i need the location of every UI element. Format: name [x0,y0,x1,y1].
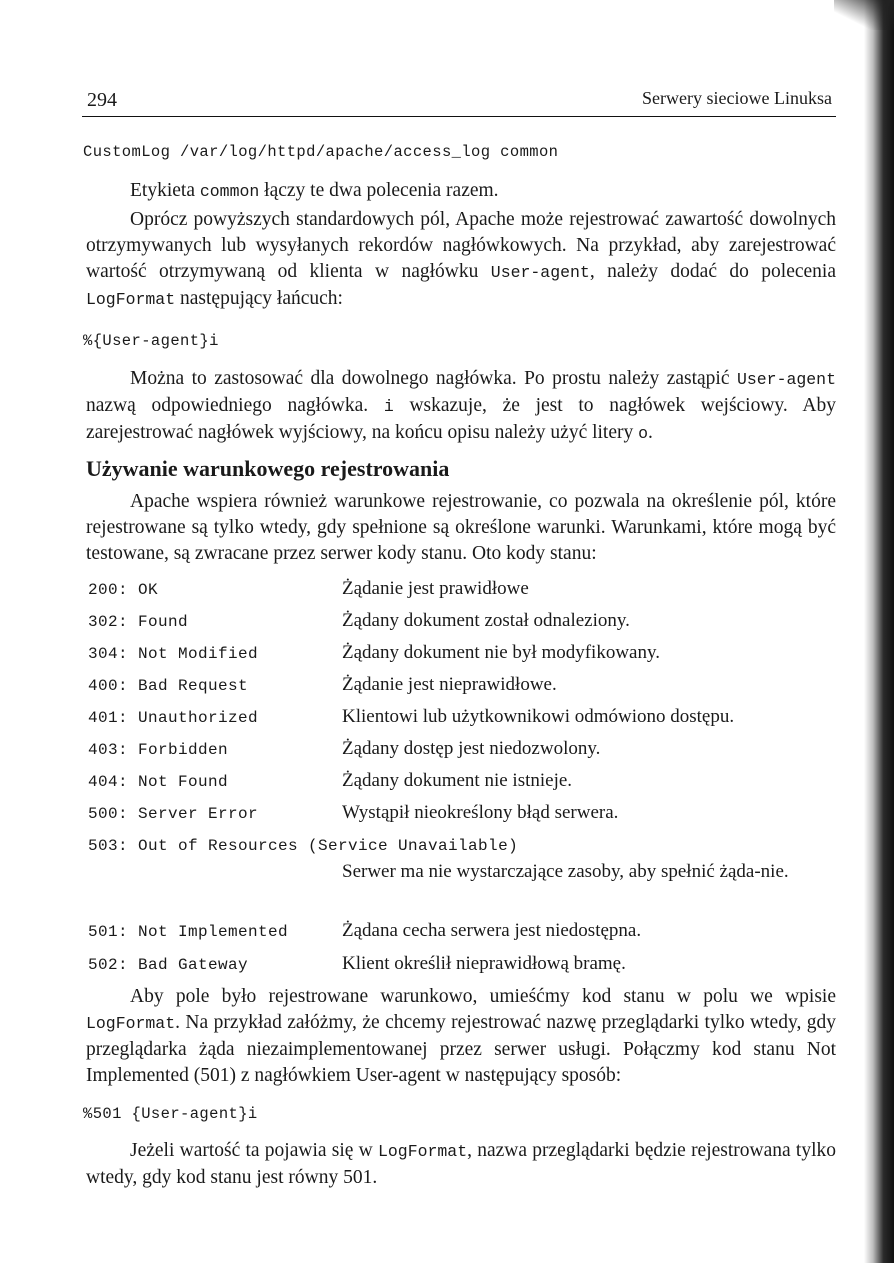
status-code: 501: Not Implemented [88,923,289,941]
status-code: 403: Forbidden [88,741,229,759]
paragraph-any-header [86,366,836,447]
inline-code: LogFormat [86,290,176,309]
status-code: 304: Not Modified [88,645,259,663]
text-span: Etykieta [130,180,200,201]
status-code: 404: Not Found [88,773,229,791]
inline-code: common [199,182,260,201]
status-code: 302: Found [88,613,189,631]
inline-code: LogFormat [86,1014,176,1033]
inline-code: LogFormat [378,1142,468,1161]
status-row [88,706,848,736]
status-description: Żądany dokument nie istnieje. [342,770,573,791]
status-code: 500: Server Error [88,805,259,823]
text-span: Jeżeli wartość ta pojawia się w [130,1140,378,1161]
text-span: , należy dodać do polecenia [589,261,836,282]
text-span: nazwą odpowiedniego nagłówka. [86,395,384,416]
text-span: wskazuje, że jest to nagłówek wejściowy. Aby zarejestrować nagłówek wyjściowy, na końcu opisu należy użyć litery [86,395,837,443]
running-title: Serwery sieciowe Linuksa [642,88,832,108]
status-description: Żądany dokument został odnaleziony. [342,610,630,631]
scan-corner-shadow [834,0,894,30]
status-description: Żądanie jest prawidłowe [342,578,529,599]
code-useragent: %{User-agent}i [83,332,219,350]
section-heading: Używanie warunkowego rejestrowania [86,456,450,481]
inline-code: o [638,424,649,443]
status-description: Żądany dokument nie był modyfikowany. [342,642,661,663]
header-rule [82,116,836,117]
text-span: następujący łańcuch: [175,288,343,309]
status-row [88,738,848,768]
status-row [88,920,848,950]
status-code: 502: Bad Gateway [88,956,249,974]
paragraph-conditional-example [86,984,836,1089]
paragraph-final [86,1138,836,1191]
paragraph-custom-headers [86,207,836,313]
page-number: 294 [87,89,117,111]
status-row [88,610,848,640]
status-description: Klientowi lub użytkownikowi odmówiono dostępu. [342,706,735,727]
code-customlog: CustomLog /var/log/httpd/apache/access_log common [83,143,559,161]
status-description: Żądany dostęp jest niedozwolony. [342,738,601,759]
status-description: Wystąpił nieokreślony błąd serwera. [342,802,619,823]
text-span: . [648,422,653,443]
inline-code: User-agent [736,370,836,389]
paragraph-common-label [86,178,836,205]
status-row [88,770,848,800]
code-501-useragent: %501 {User-agent}i [83,1105,258,1123]
text-span: . Na przykład załóżmy, że chcemy rejestrować nazwę przeglądarki tylko wtedy, gdy przeglądarka żąda niezaimplementowanej przez serwer usługi. Połączmy kod stanu Not Implemented (501) z nagłówkiem User-agent w następujący sposób: [86,1012,836,1086]
status-code: 401: Unauthorized [88,709,259,727]
inline-code: User-agent [490,263,590,282]
status-code: 400: Bad Request [88,677,249,695]
text-span: Oprócz powyższych standardowych pól, Apache może rejestrować zawartość dowolnych otrzymywanych lub wysyłanych rekordów nagłówkowych. Na przykład, aby zarejestrować wartość otrzymywaną od klienta w nagłówku [86,209,836,282]
paragraph-conditional-logging: Apache wspiera również warunkowe rejestrowanie, co pozwala na określenie pól, które rejestrowane są tylko wtedy, gdy spełnione są określone warunki. Warunkami, które mogą być testowane, są zwracane przez serwer kody stanu. Oto kody stanu: [86,491,836,564]
status-row [88,953,848,983]
scan-edge-shadow [864,0,894,1263]
text-span: Można to zastosować dla dowolnego nagłówka. Po prostu należy zastąpić [130,368,737,389]
text-span: łączy te dwa polecenia razem. [259,180,499,201]
status-code: 503: Out of Resources (Service Unavailable) [88,837,519,855]
inline-code: i [383,397,394,416]
text-span: Aby pole było rejestrowane warunkowo, umieśćmy kod stanu w polu we wpisie [130,986,836,1007]
text-span: , nazwa przeglądarki będzie rejestrowana tylko wtedy, gdy kod stanu jest równy 501. [86,1140,837,1188]
status-row [88,642,848,672]
status-description: Żądanie jest nieprawidłowe. [342,674,557,695]
status-description: Żądana cecha serwera jest niedostępna. [342,920,642,941]
status-row [88,674,848,704]
status-row [88,802,848,832]
status-description: Klient określił nieprawidłową bramę. [342,953,626,974]
status-description-503: Serwer ma nie wystarczające zasoby, aby spełnić żąda-nie. [342,861,789,882]
status-row [88,578,848,608]
status-code: 200: OK [88,581,159,599]
